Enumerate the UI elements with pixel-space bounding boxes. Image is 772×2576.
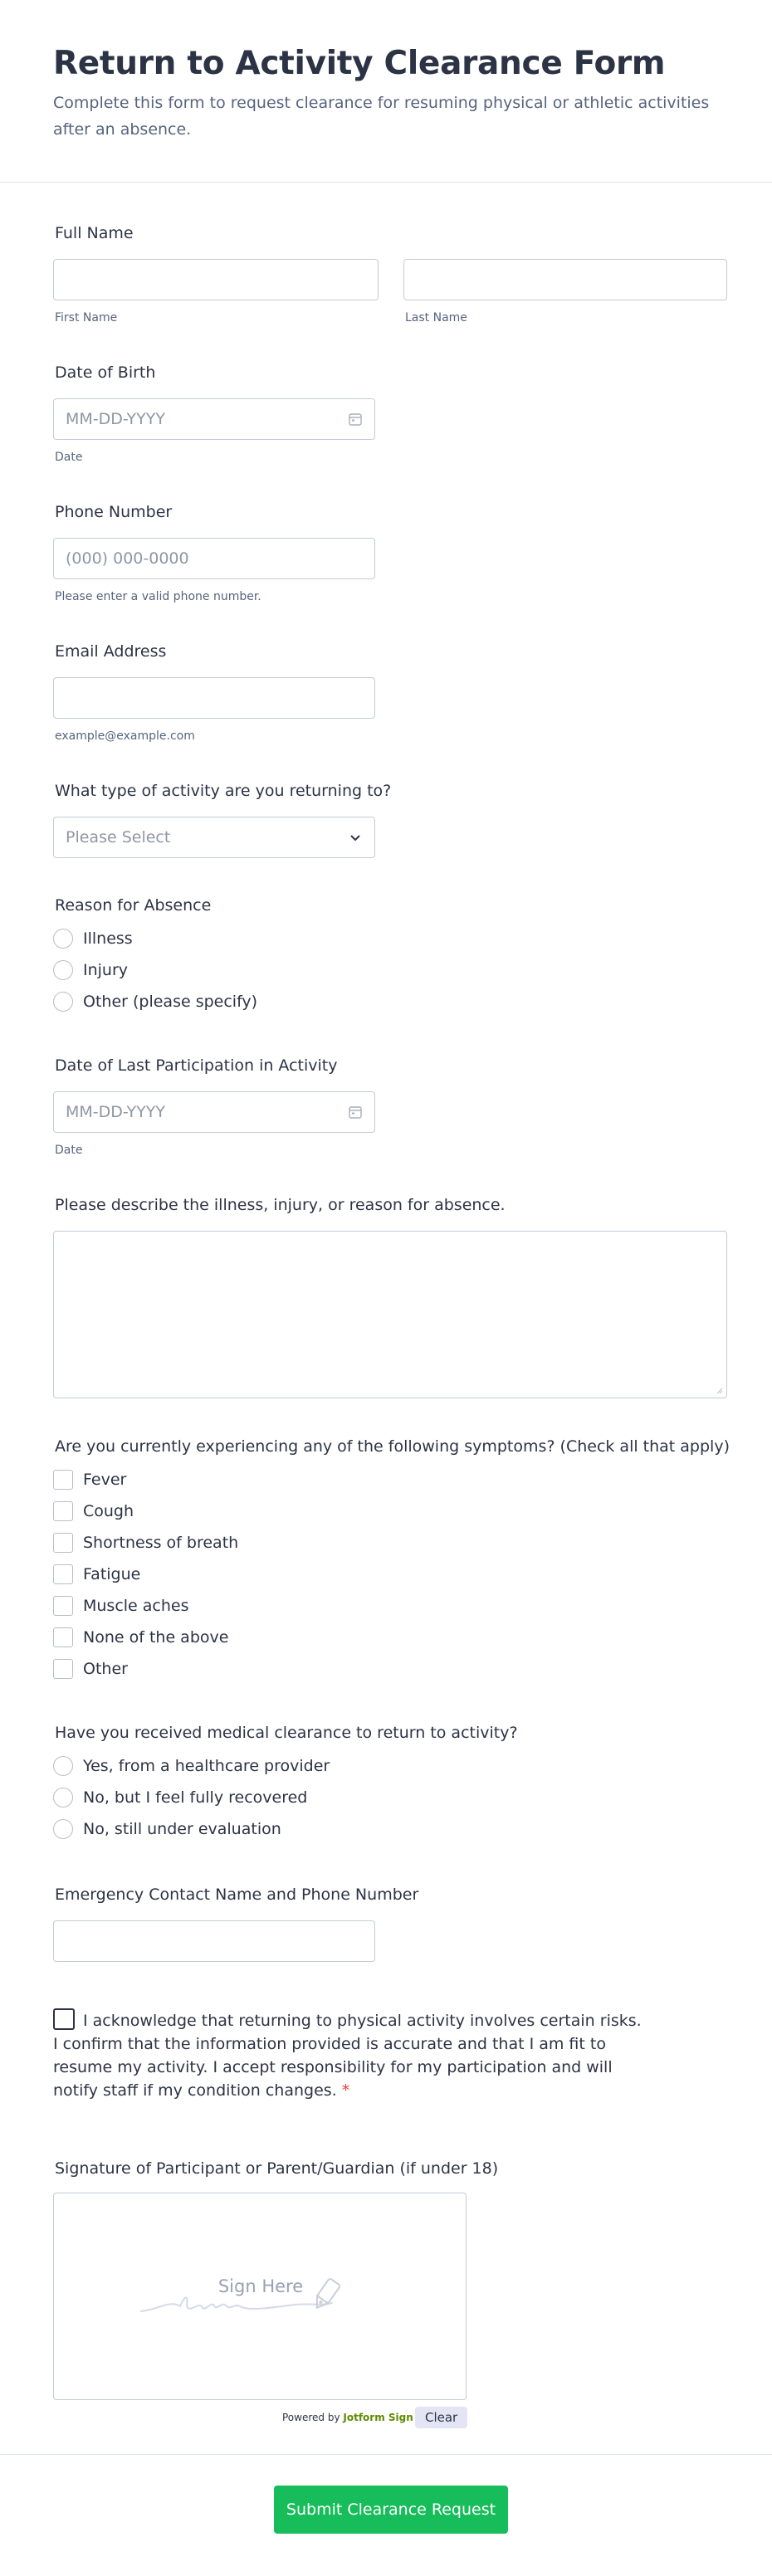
- clear-signature-button[interactable]: Clear: [415, 2407, 467, 2428]
- checkbox[interactable]: [53, 1596, 73, 1616]
- phone-placeholder: (000) 000-0000: [66, 549, 189, 568]
- last-participation-input[interactable]: [53, 1091, 375, 1133]
- option-label: Other (please specify): [83, 993, 258, 1011]
- email-sublabel: example@example.com: [55, 729, 195, 743]
- radio-button[interactable]: [53, 992, 73, 1012]
- symptom-option-fever[interactable]: [53, 1464, 730, 1495]
- symptom-option-muscle-aches[interactable]: [53, 1590, 730, 1622]
- activity-label: What type of activity are you returning to?: [55, 782, 392, 800]
- absence-field: [53, 895, 257, 1017]
- radio-button[interactable]: [53, 1756, 73, 1776]
- activity-field: [53, 780, 391, 858]
- acknowledge-text-block: [53, 2008, 651, 2102]
- jotform-sign-brand[interactable]: Jotform Sign: [343, 2412, 413, 2423]
- option-label: Fever: [83, 1471, 127, 1489]
- phone-label: Phone Number: [55, 503, 173, 521]
- form-description: Complete this form to request clearance for resuming physical or athletic activities after an absence.: [53, 94, 710, 139]
- checkbox[interactable]: [53, 1659, 73, 1679]
- last-participation-label: Date of Last Participation in Activity: [55, 1056, 338, 1075]
- email-input[interactable]: [53, 677, 375, 719]
- activity-selected-value: Please Select: [66, 828, 171, 846]
- radio-button[interactable]: [53, 929, 73, 949]
- checkbox[interactable]: [53, 1501, 73, 1521]
- radio-button[interactable]: [53, 1788, 73, 1808]
- submit-button[interactable]: Submit Clearance Request: [274, 2486, 508, 2534]
- describe-textarea[interactable]: [53, 1231, 727, 1398]
- first-name-input[interactable]: [53, 259, 379, 300]
- option-label: Yes, from a healthcare provider: [83, 1757, 330, 1775]
- checkbox[interactable]: [53, 1533, 73, 1553]
- medical-option-evaluation[interactable]: [53, 1813, 518, 1845]
- dob-input[interactable]: [53, 398, 375, 440]
- first-name-sublabel: First Name: [55, 311, 118, 324]
- form-title: Return to Activity Clearance Form: [53, 45, 666, 82]
- dob-placeholder: MM-DD-YYYY: [66, 410, 165, 428]
- resize-handle-icon[interactable]: [715, 1386, 723, 1394]
- emergency-contact-input[interactable]: [53, 1920, 375, 1962]
- describe-field: [53, 1194, 727, 1398]
- describe-label: Please describe the illness, injury, or reason for absence.: [55, 1196, 506, 1214]
- chevron-down-icon: [348, 830, 363, 845]
- phone-input[interactable]: [53, 538, 375, 579]
- option-label: Illness: [83, 929, 133, 948]
- absence-label: Reason for Absence: [55, 896, 212, 915]
- dob-label: Date of Birth: [55, 363, 156, 382]
- radio-button[interactable]: [53, 1819, 73, 1839]
- option-label: Cough: [83, 1502, 134, 1520]
- symptom-option-other[interactable]: [53, 1653, 730, 1685]
- emergency-contact-label: Emergency Contact Name and Phone Number: [55, 1886, 419, 1904]
- last-participation-placeholder: MM-DD-YYYY: [66, 1103, 165, 1121]
- option-label: Shortness of breath: [83, 1534, 239, 1552]
- phone-field: [53, 501, 375, 604]
- activity-select[interactable]: [53, 817, 375, 858]
- acknowledge-text: I acknowledge that returning to physical activity involves certain risks. I confirm that the information provided is accurate and that I am fit to resume my activity. I accept responsibility for my participation and will notify staff if my condition changes.: [53, 2012, 642, 2100]
- acknowledge-checkbox[interactable]: [53, 2008, 75, 2030]
- required-asterisk: *: [341, 2081, 350, 2100]
- calendar-icon[interactable]: [348, 412, 363, 427]
- phone-sublabel: Please enter a valid phone number.: [55, 590, 261, 603]
- medical-clearance-label: Have you received medical clearance to return to activity?: [55, 1724, 518, 1742]
- full-name-label: Full Name: [55, 224, 134, 242]
- option-label: Muscle aches: [83, 1597, 189, 1615]
- signature-placeholder: Sign Here: [217, 2276, 304, 2296]
- acknowledge-field: [53, 2008, 651, 2102]
- medical-option-yes[interactable]: [53, 1750, 518, 1782]
- last-name-sublabel: Last Name: [405, 311, 467, 324]
- last-name-input[interactable]: [403, 259, 727, 300]
- signature-field: [53, 2158, 498, 2400]
- radio-button[interactable]: [53, 960, 73, 980]
- symptom-option-fatigue[interactable]: [53, 1559, 730, 1590]
- medical-option-recovered[interactable]: [53, 1782, 518, 1813]
- option-label: None of the above: [83, 1628, 229, 1647]
- checkbox[interactable]: [53, 1564, 73, 1584]
- option-label: Fatigue: [83, 1565, 141, 1583]
- email-field: [53, 641, 375, 744]
- symptoms-label: Are you currently experiencing any of the following symptoms? (Check all that apply): [55, 1437, 730, 1456]
- last-participation-sublabel: Date: [55, 1144, 83, 1157]
- last-participation-field: [53, 1055, 375, 1158]
- full-name-field: [53, 222, 727, 325]
- symptom-option-shortness-of-breath[interactable]: [53, 1527, 730, 1559]
- email-label: Email Address: [55, 642, 167, 661]
- checkbox[interactable]: [53, 1470, 73, 1490]
- option-label: Injury: [83, 961, 129, 979]
- signature-pad[interactable]: [53, 2193, 467, 2400]
- option-label: No, but I feel fully recovered: [83, 1788, 308, 1807]
- form-header: [0, 0, 772, 183]
- emergency-contact-field: [53, 1884, 418, 1962]
- powered-by-label: Powered by: [282, 2412, 340, 2423]
- absence-option-illness[interactable]: [53, 923, 257, 954]
- symptoms-field: [53, 1436, 730, 1685]
- powered-by-text: [282, 2412, 413, 2423]
- signature-label: Signature of Participant or Parent/Guardian (if under 18): [55, 2159, 499, 2178]
- dob-field: [53, 362, 375, 465]
- dob-sublabel: Date: [55, 451, 83, 464]
- symptom-option-none[interactable]: [53, 1622, 730, 1653]
- symptom-option-cough[interactable]: [53, 1495, 730, 1527]
- signature-scribble-icon: [137, 2270, 386, 2323]
- absence-option-injury[interactable]: [53, 954, 257, 986]
- medical-clearance-field: [53, 1722, 518, 1845]
- option-label: No, still under evaluation: [83, 1820, 281, 1838]
- footer-divider: [0, 2454, 772, 2455]
- option-label: Other: [83, 1660, 128, 1678]
- calendar-icon[interactable]: [348, 1105, 363, 1120]
- checkbox[interactable]: [53, 1627, 73, 1647]
- absence-option-other[interactable]: [53, 986, 257, 1017]
